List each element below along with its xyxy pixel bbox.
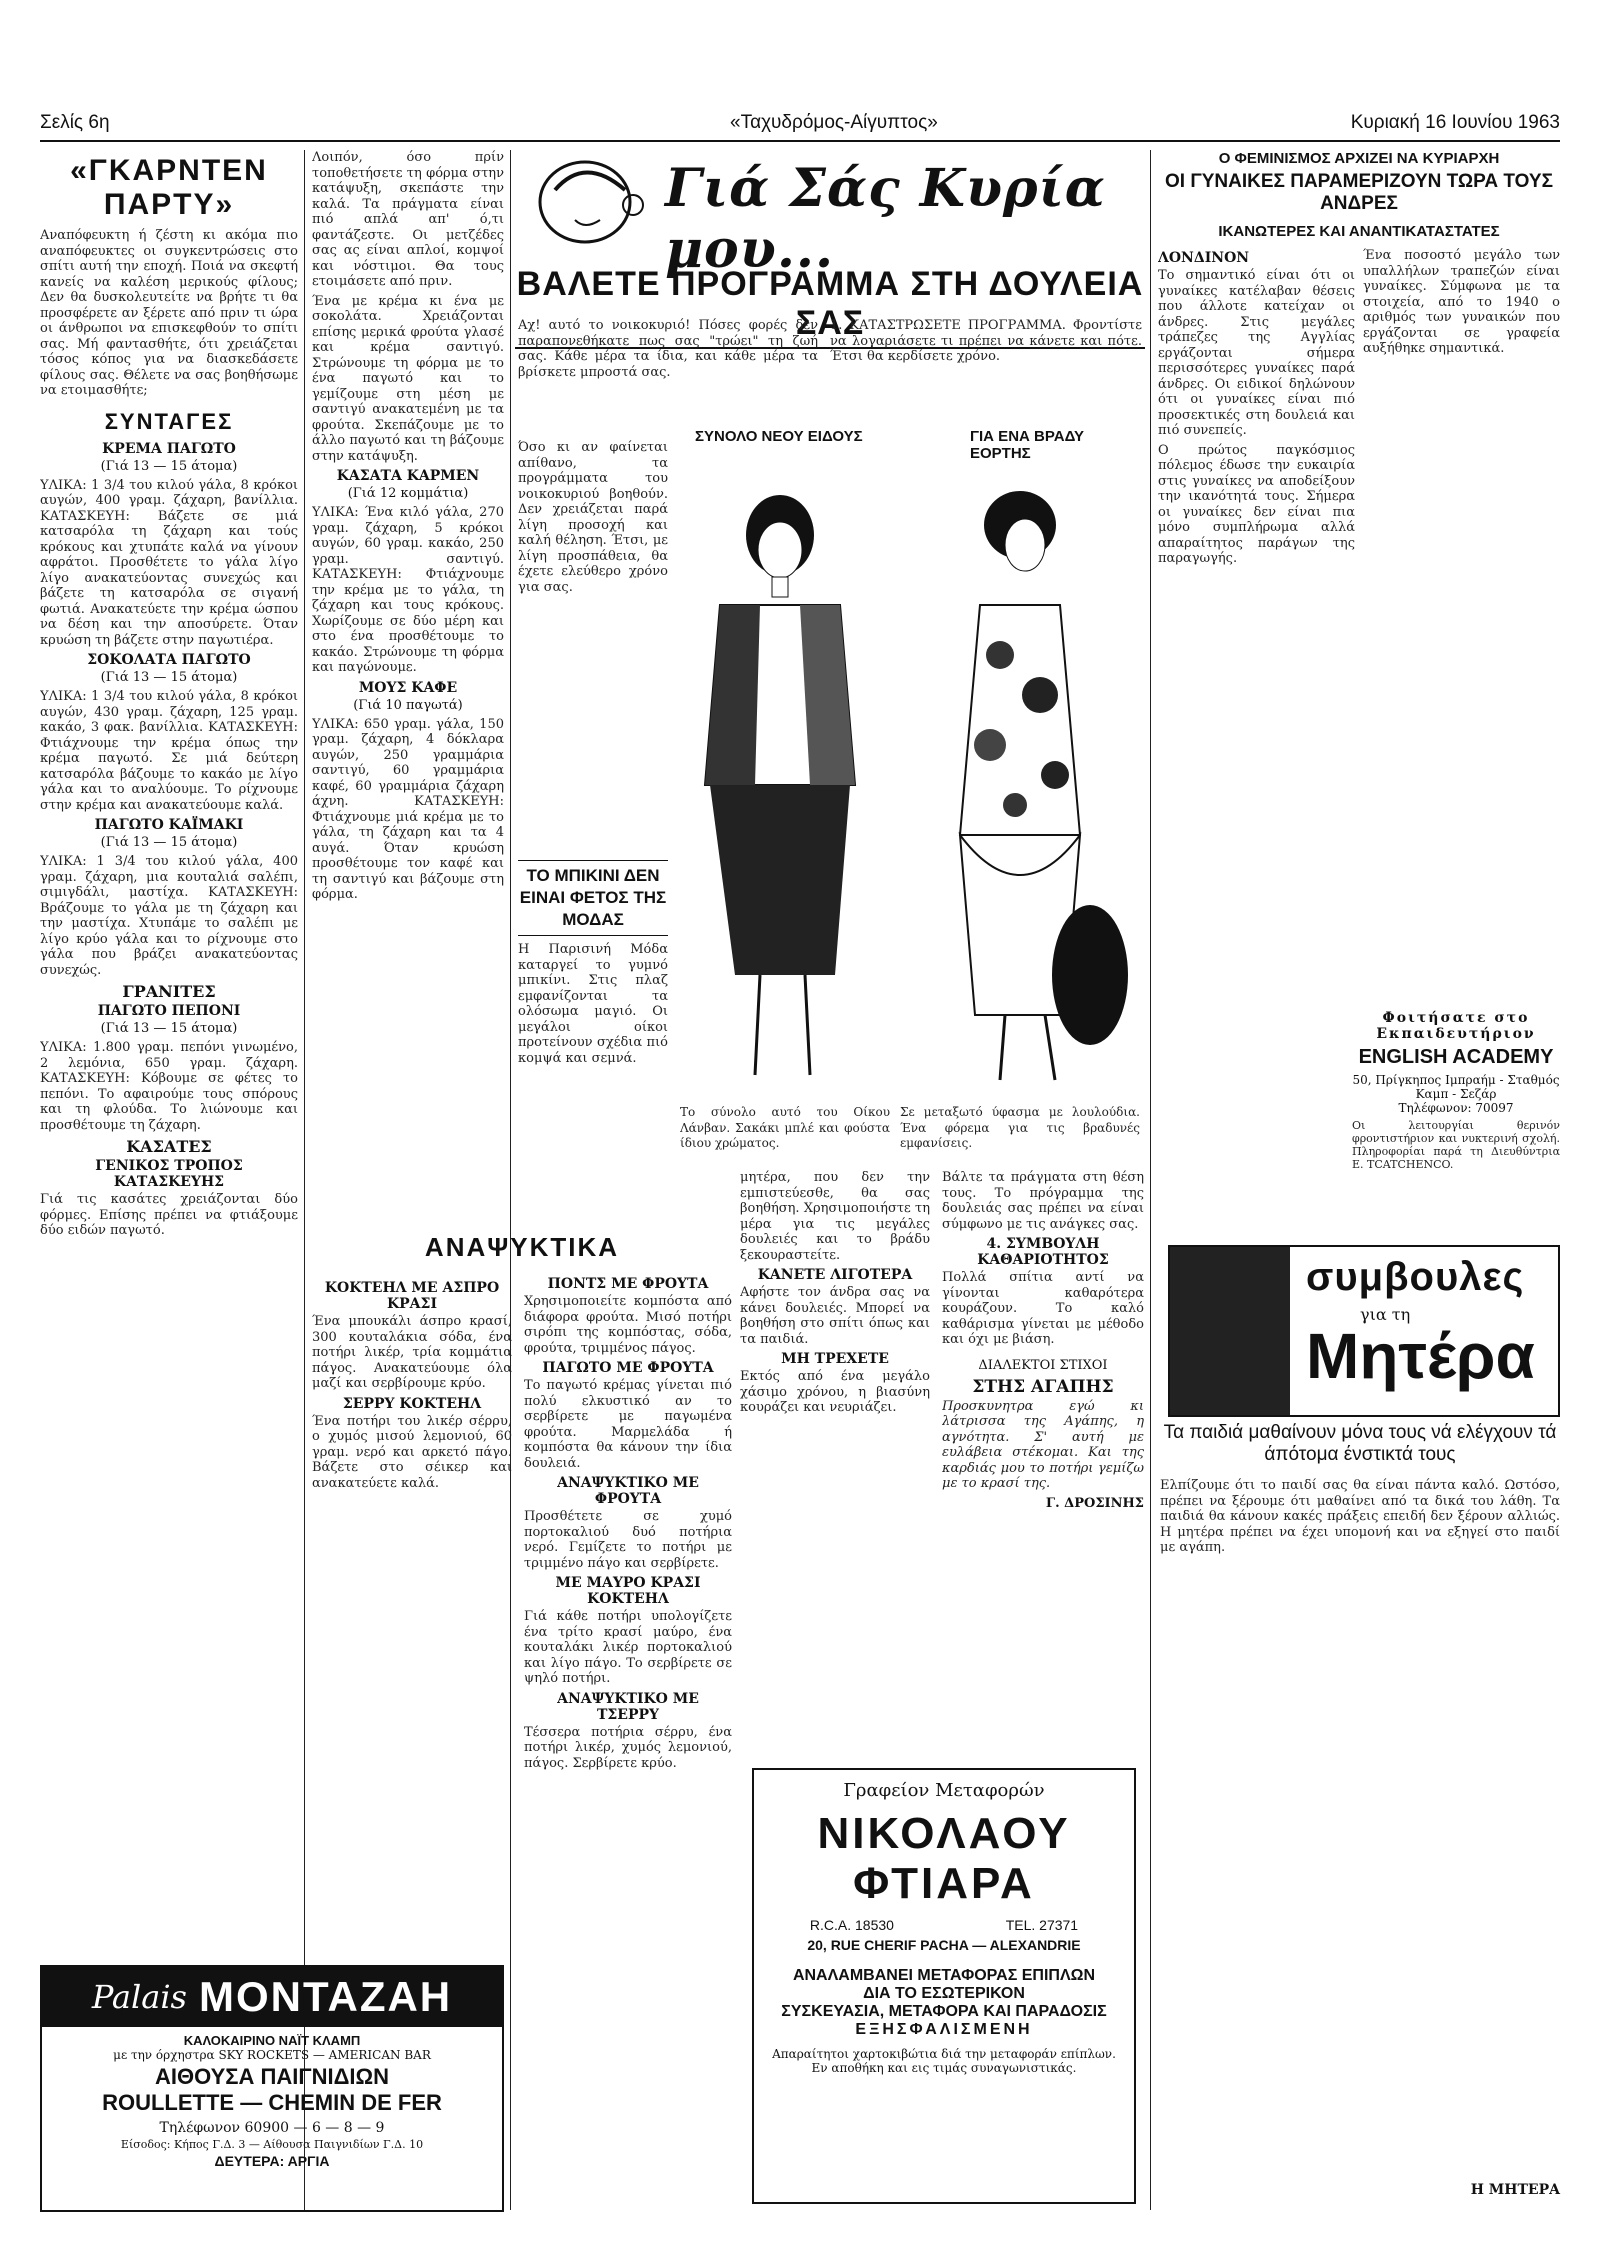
transport-note: Απαραίτητοι χαρτοκιβώτια διά την μεταφοράν επίπλων. Εν αποθήκη και εις τιμάς συναγωνιστικάς. bbox=[772, 2047, 1116, 2075]
recipe-yield: (Γιά 13 — 15 άτομα) bbox=[100, 670, 238, 685]
montazah-ad bbox=[40, 1965, 504, 2212]
newspaper-name: «Ταχυδρόμος-Αίγυπτος» bbox=[730, 112, 938, 133]
school-ad-title: Φοιτήσατε στο Εκπαιδευτήριον bbox=[1376, 1010, 1536, 1042]
transport-line: ΕΞΗΣΦΑΛΙΣΜΕΝΗ bbox=[855, 2021, 1033, 2038]
page-number: Σελίς 6η bbox=[40, 112, 110, 133]
drink-text: Ένα μπουκάλι άσπρο κρασί, 300 κουταλάκια σόδα, ένα ποτήρι λικέρ, τρία κομμάτια πάγος. Ανακατεύουμε όλα μαζί και σερβίρουμε κρύο. bbox=[312, 1314, 512, 1391]
kasates-title: ΚΑΣΑΤΕΣ bbox=[126, 1137, 212, 1156]
column-recipes-cont bbox=[312, 150, 504, 1224]
drink-title: ΚΟΚΤΕΗΛ ΜΕ ΑΣΠΡΟ ΚΡΑΣΙ bbox=[324, 1280, 500, 1312]
school-ad bbox=[1352, 1010, 1560, 1210]
caption-text-right bbox=[900, 1105, 1140, 1165]
recipe-text: Γιά τις κασάτες χρειάζονται δύο φόρμες. Επίσης πρέπει να φτιάξουμε δύο ειδών παγωτό. bbox=[40, 1192, 298, 1238]
section-title: ΚΑΝΕΤΕ ΛΙΓΟΤΕΡΑ bbox=[757, 1267, 913, 1283]
article-text: Ο πρώτος παγκόσμιος πόλεμος έδωσε την ευκαιρία στις γυναίκες να αποδείξουν την ικανότητά τους. Σήμερα οι γυναίκες δεν είναι πια μόνο συμπλήρωμα αλλά απαραίτητος παράγων της παραγωγής. bbox=[1158, 442, 1355, 566]
drink-text: Χρησιμοποιείτε κομπόστα από διάφορα φρούτα. Μισό ποτήρι σιρόπι της κομπόστας, σόδα, φρούτα, τριμμένος πάγος. bbox=[524, 1294, 732, 1356]
montazah-phone: Τηλέφωνον 60900 — 6 — 8 — 9 bbox=[159, 2120, 385, 2136]
feminism-kicker: Ο ΦΕΜΙΝΙΣΜΟΣ ΑΡΧΙΖΕΙ ΝΑ ΚΥΡΙΑΡΧΗ bbox=[1218, 150, 1500, 167]
column-recipes bbox=[40, 150, 298, 1954]
drink-title: ΑΝΑΨΥΚΤΙΚΟ ΜΕ ΤΣΕΡΡΥ bbox=[557, 1690, 699, 1723]
drink-title: ΑΝΑΨΥΚΤΙΚΟ ΜΕ ΦΡΟΥΤΑ bbox=[557, 1475, 699, 1507]
article-text: Πολλά σπίτια αντί να γίνονται καθαρότερα κουράζουν. Το καλό καθάρισμα γίνεται με μέθοδο και όχι με βιάση. bbox=[942, 1270, 1144, 1347]
montazah-line: με την όρχηστρα SKY ROCKETS — AMERICAN BAR bbox=[113, 2048, 431, 2062]
recipe-text: ΥΛΙΚΑ: 1 3/4 του κιλού γάλα, 8 κρόκοι αυγών, 430 γραμ. ζάχαρη, 125 γραμ. κακάο, 3 φακ. βανίλλια. ΚΑΤΑΣΚΕΥΗ: Φτιάχνουμε την κρέμα όπως την κρέμα παγωτό. Σε μιά δεύτερη κατσαρόλα βάζουμε το κακάο με λίγο γάλα και το αναλύουμε. Το ρίχνουμε στην κρέμα και ανακατεύουμε καλά. bbox=[40, 689, 298, 813]
recipe-yield: (Γιά 12 κομμάτια) bbox=[347, 486, 469, 501]
transport-name: ΝΙΚΟΛΑΟΥ ΦΤΙΑΡΑ bbox=[817, 1809, 1071, 1908]
recipe-text: ΥΛΙΚΑ: 1.800 γραμ. πεπόνι γινωμένο, 2 λεμόνια, 650 γραμ. ζάχαρη. ΚΑΤΑΣΚΕΥΗ: Κόβουμε σε φέτες το πεπόνι. Το αφαιρούμε τους σπόρους και τη φλούδα. Το λιώνουμε και προσθέτουμε τη ζάχαρη. bbox=[40, 1040, 298, 1133]
masthead-title: Γιά Σάς Κυρία μου... bbox=[665, 158, 1106, 280]
fashion-figure-right bbox=[960, 491, 1128, 1080]
drink-title: ΜΕ ΜΑΥΡΟ ΚΡΑΣΙ ΚΟΚΤΕΗΛ bbox=[555, 1575, 701, 1607]
lead-text: Αχ! αυτό το νοικοκυριό! Πόσες φορές δεν παραπονεθήκατε πως σας "τρώει" τη ζωή σας. Κάθε μέρα τα ίδια, και κάθε μέρα τα βρίσκετε μπροστά σας. bbox=[518, 318, 818, 380]
advice-headline: Τα παιδιά μαθαίνουν μόνα τους νά ελέγχουν τά άπότομα ένστικτά τους bbox=[1163, 1422, 1557, 1465]
drinks-title: ΑΝΑΨΥΚΤΙΚΑ bbox=[424, 1232, 620, 1262]
recipe-yield: (Γιά 10 παγωτά) bbox=[353, 697, 463, 713]
column-rule bbox=[304, 150, 305, 2210]
recipe-title: ΠΑΓΩΤΟ ΚΑΪΜΑΚΙ bbox=[94, 817, 244, 833]
advice-brand: συμβουλες bbox=[1306, 1255, 1525, 1299]
article-text: Το σημαντικό είναι ότι οι γυναίκες κατέλαβαν θέσεις που άλλοτε κατείχαν οι άνδρες. Στις μεγάλες τράπεζες της Αγγλίας εργάζονται σήμερα περισσότερες γυναίκες παρά άνδρες. Οι ειδικοί δηλώνουν ότι οι γυναίκες είναι πιό προσεκτικές στη δουλειά και πιό συνεπείς. bbox=[1158, 268, 1355, 438]
granites-title: ΓΡΑΝΙΤΕΣ bbox=[122, 982, 216, 1001]
transport-line: ΑΝΑΛΑΜΒΑΝΕΙ ΜΕΤΑΦΟΡΑΣ ΕΠΙΠΛΩΝ bbox=[792, 1967, 1096, 1984]
mid-col-c bbox=[942, 1170, 1144, 1750]
lady-drawing-icon bbox=[515, 150, 665, 260]
fashion-illustration bbox=[660, 455, 1140, 1095]
montazah-line: ΑΙΘΟΥΣΑ ΠΑΙΓΝΙΔΙΩΝ bbox=[154, 2064, 390, 2089]
recipe-title: ΠΑΓΩΤΟ ΠΕΠΟΝΙ bbox=[97, 1003, 241, 1019]
drink-text: Το παγωτό κρέμας γίνεται πιό πολύ ελκυστικό αν το σερβίρετε με παγωμένα φρούτα. Μαρμελάδα ή κομπόστα θα κάνουν την ίδια δουλειά. bbox=[524, 1378, 732, 1471]
transport-ad bbox=[752, 1768, 1136, 2204]
montazah-line: ΚΑΛΟΚΑΙΡΙΝΟ ΝΑΪΤ ΚΛΑΜΠ bbox=[183, 2033, 361, 2048]
recipe-text: ΥΛΙΚΑ: 1 3/4 του κιλού γάλα, 8 κρόκοι αυγών, 400 γραμ. ζάχαρη, βανίλλια. ΚΑΤΑΣΚΕΥΗ: Βάζετε σε μιά κατσαρόλα τη ζάχαρη και τούς κρόκους και χτυπάτε καλά να γίνουν αφράτοι. Προσθέτετε το γάλα λίγο λίγο ανακατεύοντας συνεχώς και βάζετε τη κατσαρόλα σε σιγανή φωτιά. Ανακατεύετε την κρέμα ώσπου να δέση και την αποσύρετε. Όταν κρυώση τη βάζετε στην παγωτιέρα. bbox=[40, 477, 298, 648]
article-text: μητέρα, που δεν την εμπιστεύεσθε, θα σας βοηθήση. Χρησιμοποιήστε τη μέρα για τις μεγάλες δουλειές και το βράδυ ξεκουραστείτε. bbox=[740, 1170, 930, 1263]
montazah-script: Palais bbox=[91, 1978, 187, 2016]
transport-line: ΣΥΣΚΕΥΑΣΙΑ, ΜΕΤΑΦΟΡΑ ΚΑΙ ΠΑΡΑΔΟΣΙΣ bbox=[781, 2003, 1107, 2020]
recipe-title: ΓΕΝΙΚΟΣ ΤΡΟΠΟΣ ΚΑΤΑΣΚΕΥΗΣ bbox=[95, 1158, 243, 1190]
caption-text: Το σύνολο αυτό του Οίκου Λάνβαν. Σακάκι μπλέ και φούστα ίδιου χρώματος. bbox=[680, 1105, 890, 1150]
drink-title: ΠΑΓΩΤΟ ΜΕ ΦΡΟΥΤΑ bbox=[542, 1360, 714, 1376]
poem-title: ΣΤΗΣ ΑΓΑΠΗΣ bbox=[972, 1376, 1114, 1397]
recipe-title: ΚΡΕΜΑ ΠΑΓΩΤΟ bbox=[102, 440, 236, 457]
lead-text: 1. ΚΑΤΑΣΤΡΩΣΕΤΕ ΠΡΟΓΡΑΜΜΑ. Φροντίστε να λογαριάσετε τι πρέπει να κάνετε και πότε. Έτσι θα κερδίσετε χρόνο. bbox=[830, 318, 1142, 364]
article-text: Ένα ποσοστό μεγάλο των υπαλλήλων τραπεζών είναι γυναίκες. Σύμφωνα με τα στοιχεία, από το 1940 ο αριθμός των γυναικών που εργάζονται σε γραφεία αυξήθηκε σημαντικά. bbox=[1363, 248, 1560, 356]
recipe-yield: (Γιά 13 — 15 άτομα) bbox=[100, 1021, 238, 1036]
section-title: ΜΗ ΤΡΕΧΕΤΕ bbox=[781, 1351, 889, 1367]
transport-line: ΔΙΑ ΤΟ ΕΣΩΤΕΡΙΚΟΝ bbox=[863, 1985, 1025, 2002]
article-text: Ελπίζουμε ότι το παιδί σας θα είναι πάντα καλό. Ωστόσο, πρέπει να ξέρουμε ότι μαθαίνει από τα δικά του λάθη. Τα παιδιά θα κάνουν κακές πράξεις επειδή δεν ξέρουν αλλιώς. Η μητέρα πρέπει να έχει υπομονή και να εξηγεί στο παιδί με αγάπη. bbox=[1160, 1478, 1560, 1555]
bikini-article bbox=[518, 860, 668, 1260]
advice-banner bbox=[1168, 1245, 1560, 1417]
transport-rca: R.C.A. 18530 bbox=[809, 1917, 894, 1933]
transport-kicker: Γραφείον Μεταφορών bbox=[843, 1780, 1045, 1801]
school-phone: Τηλέφωνον: 70097 bbox=[1398, 1101, 1514, 1115]
montazah-line: ΔΕΥΤΕΡΑ: ΑΡΓΙΑ bbox=[214, 2153, 330, 2169]
recipe-text: Ένα με κρέμα κι ένα με σοκολάτα. Χρειάζονται επίσης μερικά φρούτα γλασέ και κρέμα σαντιγύ. Στρώνουμε τη φόρμα με το ένα παγωτό και το γεμίζουμε στη μέση με σαντιγύ ανακατεμένη με τα φρούτα. Σκεπάζουμε με το άλλο παγωτό και τη βάζουμε στην κατάψυξη. bbox=[312, 293, 504, 464]
drink-text: Προσθέτετε σε χυμό πορτοκαλιού δυό ποτήρια νερό. Γεμίζετε το ποτήρι με τριμμένο πάγο και σερβίρετε. bbox=[524, 1509, 732, 1571]
drinks-col-b bbox=[524, 1232, 732, 2208]
recipe-text: ΥΛΙΚΑ: 1 3/4 του κιλού γάλα, 400 γραμ. ζάχαρη, μια κουταλιά σαλέπι, σιμιγδάλι, μαστίχα. ΚΑΤΑΣΚΕΥΗ: Βράζουμε το γάλα με τη ζάχαρη και την μαστίχα. Χτυπάμε το σαλέπι με λίγο κρύο γάλα και το ρίχνουμε στο γάλα που βράζει ανακατεύοντας συνεχώς. bbox=[40, 854, 298, 978]
advice-article bbox=[1160, 1478, 1560, 2178]
recipe-title: ΣΟΚΟΛΑΤΑ ΠΑΓΩΤΟ bbox=[87, 652, 251, 668]
recipes-title: ΣΥΝΤΑΓΕΣ bbox=[104, 408, 234, 434]
montazah-line: Είσοδος: Κήπος Γ.Δ. 3 — Αίθουσα Παιγνιδίων Γ.Δ. 10 bbox=[120, 2138, 424, 2151]
drink-text: Τέσσερα ποτήρια σέρρυ, ένα ποτήρι λικέρ, χυμός λεμονιού, πάγος. Σερβίρετε κρύο. bbox=[524, 1724, 732, 1771]
mid-col-b bbox=[740, 1170, 930, 1750]
mother-child-drawing bbox=[1170, 1247, 1290, 1415]
recipe-text: ΥΛΙΚΑ: Ένα κιλό γάλα, 270 γραμ. ζάχαρη, 5 κρόκοι αυγών, 60 γραμ. κακάο, 250 γραμ. σαντιγύ. ΚΑΤΑΣΚΕΥΗ: Φτιάχνουμε την κρέμα με το γάλα, τη ζάχαρη και τους κρόκους. Χωρίζουμε σε δύο μέρη και στο ένα προσθέτουμε το κακάο. Στρώνουμε τη φόρμα και παγώνουμε. bbox=[312, 505, 504, 675]
feminism-subhead: ΙΚΑΝΩΤΕΡΕΣ ΚΑΙ ΑΝΑΝΤΙΚΑΤΑΣΤΑΤΕΣ bbox=[1218, 223, 1500, 240]
poem-text: Προσκυνητρα εγώ κι λάτρισσα της Αγάπης, η αγνότητα. Σ' αυτή με ευλάβεια στέκομαι. Και της καρδιάς μου το ποτήρι γεμίζω με το κρασί της. bbox=[942, 1398, 1144, 1491]
montazah-name: MONTAZAH bbox=[198, 1973, 453, 2020]
drink-text: Γιά κάθε ποτήρι υπολογίζετε ένα τρίτο κρασί μαύρο, ένα κουταλάκι λικέρ πορτοκαλιού και λίγο πάγο. Το σερβίρετε σε ψηλό ποτήρι. bbox=[524, 1609, 732, 1686]
article-text: Αφήστε τον άνδρα σας να κάνει δουλειές. Μπορεί να βοηθήση στο σπίτι όπως και τα παιδιά. bbox=[740, 1285, 930, 1347]
article-text: Η Παρισινή Μόδα καταργεί το γυμνό μπικίνι. Στις πλαζ εμφανίζονται τα ολόσωμα μαγιό. Οι μεγάλοι οίκοι προτείνουν σχέδια πιό κομψά και σεμνά. bbox=[518, 942, 668, 1066]
school-address: 50, Πρίγκηπος Ιμπραήμ - Σταθμός Καμπ - Σεζάρ bbox=[1352, 1073, 1560, 1101]
recipe-text: Λοιπόν, όσο πρίν τοποθετήσετε τη φόρμα στην κατάψυξη, σκεπάστε την καλά. Τα πράγματα είναι πιό απλά απ' ό,τι φαντάζεστε. Οι μετζέδες σας ας είναι απλοί, κομψοί και νόστιμοι. Θα τους ετοιμάσετε από πριν. bbox=[312, 150, 504, 289]
advice-title: Μητέρα bbox=[1306, 1320, 1535, 1392]
article-text: Όσο κι αν φαίνεται απίθανο, τα προγράμματα του νοικοκυριού βοηθούν. Δεν χρειάζεται παρά λίγη προσοχή και καλή θέληση. Έτσι, με λίγη προσπάθεια, θα έχετε ελεύθερο χρόνο για σας. bbox=[518, 440, 668, 595]
poem-author: Γ. ΔΡΟΣΙΝΗΣ bbox=[1045, 1495, 1144, 1511]
recipe-text: ΥΛΙΚΑ: 650 γραμ. γάλα, 150 γραμ. ζάχαρη, 4 δόκλαρα αυγών, 250 γραμμάρια σαντιγύ, 60 γραμμάρια καφέ, 60 γραμμάρια ζάχαρη άχνη. ΚΑΤΑΣΚΕΥΗ: Φτιάχνουμε μιά κρέμα με το γάλα, τη ζάχαρη και τα 4 αυγά. Όταν κρυώση προσθέτουμε τον καφέ και τη σαντιγύ και βάζουμε στη φόρμα. bbox=[312, 716, 504, 902]
page-header bbox=[40, 106, 1560, 142]
main-headline: ΒΑΛΕΤΕ ΠΡΟΓΡΑΜΜΑ ΣΤΗ ΔΟΥΛΕΙΑ ΣΑΣ bbox=[515, 265, 1145, 349]
recipe-title: ΜΟΥΣ ΚΑΦΕ bbox=[358, 679, 458, 696]
issue-date: Κυριακή 16 Ιουνίου 1963 bbox=[1350, 112, 1560, 133]
drink-title: ΠΟΝΤΣ ΜΕ ΦΡΟΥΤΑ bbox=[547, 1276, 709, 1292]
caption-evening: ΓΙΑ ΕΝΑ ΒΡΑΔΥ ΕΟΡΤΗΣ bbox=[970, 428, 1085, 462]
school-note: Οι λειτουργίαι θερινόν φροντιστήριον και νυκτερινή σχολή. Πληροφορίαι παρά τη Διευθύντρια Ε. TCATCHENCO. bbox=[1352, 1119, 1560, 1171]
advice-for: για τη bbox=[1360, 1305, 1411, 1324]
column-rule bbox=[1150, 150, 1151, 2210]
transport-tel: TEL. 27371 bbox=[1005, 1917, 1079, 1933]
lead-right bbox=[830, 318, 1142, 423]
drink-text: Ένα ποτήρι του λικέρ σέρρυ, ο χυμός μισού λεμονιού, 60 γραμ. νερό και αρκετό πάγο. Βάζετε στο σέικερ και ανακατεύετε καλά. bbox=[312, 1413, 512, 1491]
transport-address: 20, RUE CHERIF PACHA — ALEXANDRIE bbox=[807, 1937, 1081, 1953]
poem-intro: ΔΙΑΛΕΚΤΟΙ ΣΤΙΧΟΙ bbox=[978, 1357, 1108, 1373]
montazah-line: ROULLETTE — CHEMIN DE FER bbox=[102, 2090, 442, 2115]
section-title: 4. ΣΥΜΒΟΥΛΗ ΚΑΘΑΡΙΟΤΗΤΟΣ bbox=[977, 1236, 1109, 1268]
caption-outfit: ΣΥΝΟΛΟ ΝΕΟΥ ΕΙΔΟΥΣ bbox=[695, 428, 863, 445]
intro-text: Αναπόφευκτη ή ζέστη κι ακόμα πιο αναπόφευκτες οι συγκεντρώσεις στο σπίτι αυτή την εποχή. Ποιά να σκεφτή κανείς να καλέση μερικούς φίλους; Δεν θα δυσκολευτείτε να βρήτε τι θα προσφέρετε αν ξέρετε από πριν τι ώρα οι άνθρωποι να επισκεφθούν το σπίτι σας. Μή φαντασθήτε, ότι χρειάζεται τόσος κόπος για να διασκεδάσετε φίλους σας. Θέλετε να σας βοηθήσωμε να ετοιμασθήτε; bbox=[40, 228, 298, 398]
advice-signature: Η ΜΗΤΕΡΑ bbox=[1470, 2182, 1560, 2198]
school-name: ENGLISH ACADEMY bbox=[1358, 1046, 1554, 1068]
dateline: ΛΟΝΔΙΝΟΝ bbox=[1158, 250, 1250, 266]
feminism-headline: ΟΙ ΓΥΝΑΙΚΕΣ ΠΑΡΑΜΕΡΙΖΟΥΝ ΤΩΡΑ ΤΟΥΣ ΑΝΔΡΕΣ bbox=[1165, 171, 1553, 214]
mid-left-text bbox=[518, 440, 668, 850]
recipe-yield: (Γιά 13 — 15 άτομα) bbox=[100, 835, 238, 850]
drink-title: ΣΕΡΡΥ ΚΟΚΤΕΗΛ bbox=[342, 1395, 482, 1412]
bikini-title: ΤΟ ΜΠΙΚΙΝΙ ΔΕΝ ΕΙΝΑΙ ΦΕΤΟΣ ΤΗΣ ΜΟΔΑΣ bbox=[518, 860, 668, 936]
masthead-box bbox=[515, 150, 1145, 280]
recipe-yield: (Γιά 13 — 15 άτομα) bbox=[100, 458, 238, 474]
article-text: Βάλτε τα πράγματα στη θέση τους. Το πρόγραμμα της δουλειάς σας πρέπει να είναι σύμφωνο με τις ανάγκες σας. bbox=[942, 1170, 1144, 1232]
lead-left bbox=[518, 318, 818, 423]
article-text: Εκτός από ένα μεγάλο χάσιμο χρόνου, η βιασύνη κουράζει και νευριάζει. bbox=[740, 1369, 930, 1415]
caption-text: Σε μεταξωτό ύφασμα με λουλούδια. Ένα φόρεμα για τις βραδυνές εμφανίσεις. bbox=[900, 1105, 1140, 1150]
garden-party-title: «ΓΚΑΡΝΤΕΝ ΠΑΡΤΥ» bbox=[70, 154, 268, 221]
fashion-figure-left bbox=[705, 495, 855, 1075]
caption-text-left bbox=[680, 1105, 890, 1165]
recipe-title: ΚΑΣΑΤΑ ΚΑΡΜΕΝ bbox=[336, 468, 480, 484]
